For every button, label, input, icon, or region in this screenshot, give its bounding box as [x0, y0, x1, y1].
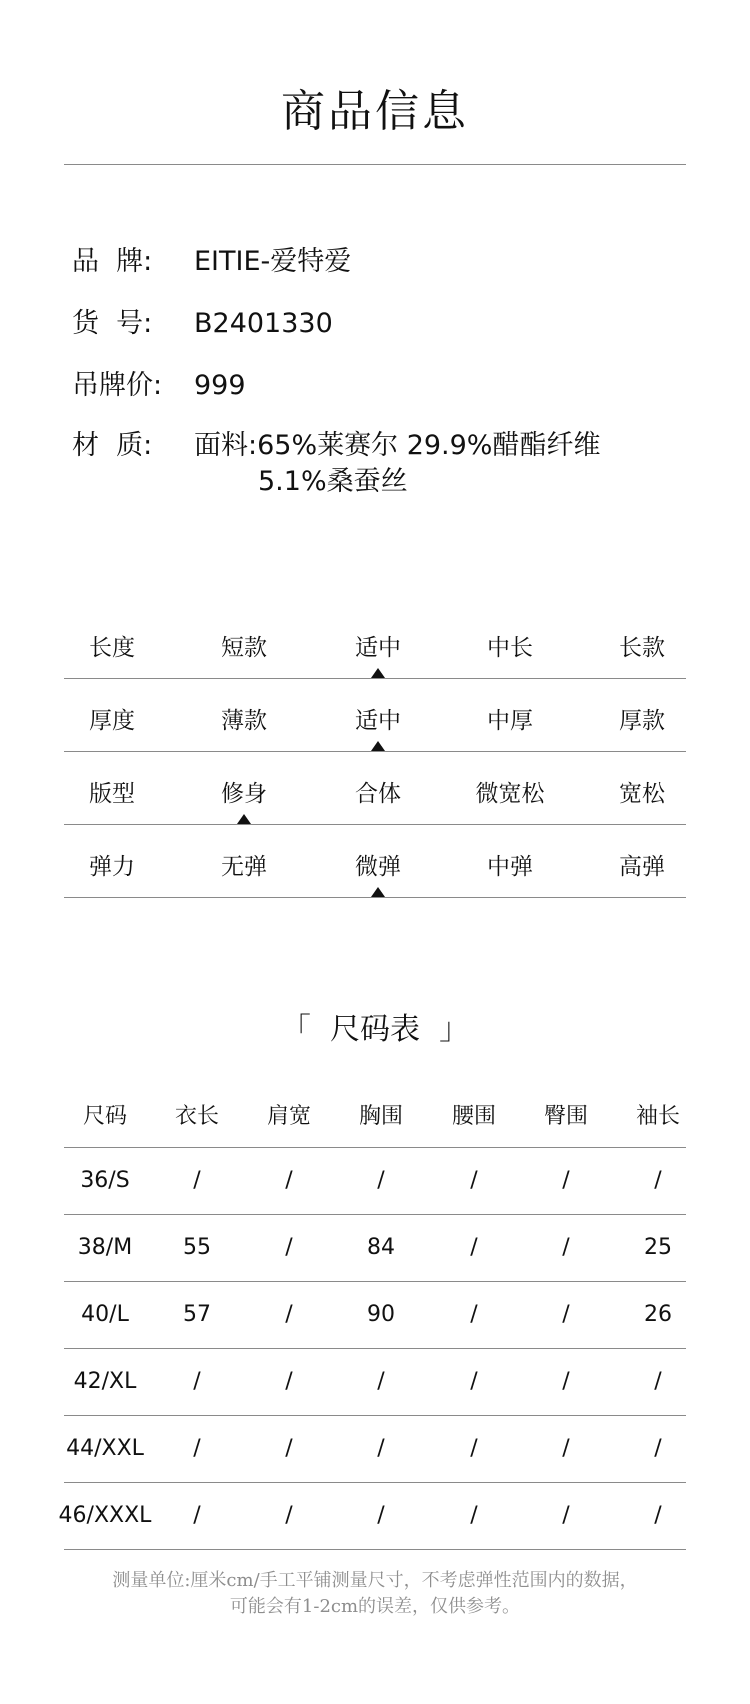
note-line: 测量单位:厘米cm/手工平铺测量尺寸，不考虑弹性范围内的数据， [112, 1570, 638, 1591]
size-chart-header: 衣长 [174, 1104, 219, 1129]
size-chart-header: 尺码 [82, 1104, 127, 1129]
attribute-divider [64, 678, 686, 679]
size-chart-cell: 90 [367, 1302, 395, 1327]
attribute-divider [64, 824, 686, 825]
size-chart-cell: / [193, 1503, 201, 1528]
size-chart-cell: / [470, 1503, 478, 1528]
attribute-divider [64, 751, 686, 752]
size-chart-cell: / [285, 1503, 293, 1528]
size-chart-cell: / [377, 1168, 385, 1193]
info-label: 吊牌价: [72, 370, 163, 401]
size-chart-cell: 46/XXXL [58, 1503, 152, 1528]
attribute-option: 适中 [355, 635, 401, 661]
selected-marker [371, 668, 385, 678]
size-chart-cell: / [470, 1168, 478, 1193]
size-chart-cell: / [377, 1503, 385, 1528]
size-chart-cell: 40/L [81, 1302, 129, 1327]
size-chart-cell: 38/M [77, 1235, 133, 1260]
size-chart-cell: / [285, 1369, 293, 1394]
selected-marker [237, 814, 251, 824]
attribute-option: 薄款 [221, 708, 267, 734]
attribute-option: 适中 [355, 708, 401, 734]
info-value: 999 [194, 370, 246, 401]
size-chart-cell: / [193, 1369, 201, 1394]
size-chart-cell: / [562, 1369, 570, 1394]
size-chart-cell: 36/S [80, 1168, 130, 1193]
title-divider [64, 164, 686, 165]
size-chart-cell: / [654, 1503, 662, 1528]
attribute-name: 弹力 [89, 854, 135, 880]
size-chart-cell: / [470, 1235, 478, 1260]
attribute-option: 微弹 [355, 854, 401, 880]
size-chart-divider [64, 1281, 686, 1282]
size-chart-divider [64, 1549, 686, 1550]
size-chart-cell: 84 [367, 1235, 395, 1260]
attribute-divider [64, 897, 686, 898]
size-chart-cell: / [562, 1503, 570, 1528]
size-chart-cell: / [285, 1168, 293, 1193]
attribute-option: 合体 [355, 781, 401, 807]
size-chart-cell: / [470, 1369, 478, 1394]
size-chart-cell: / [562, 1436, 570, 1461]
size-chart-title: 「 尺码表 」 [280, 1012, 470, 1047]
size-chart-divider [64, 1415, 686, 1416]
info-label: 材 质: [72, 430, 153, 461]
size-chart-header: 臀围 [543, 1104, 588, 1129]
info-value: EITIE-爱特爱 [194, 246, 352, 277]
size-chart-cell: 42/XL [73, 1369, 137, 1394]
size-chart-header: 肩宽 [266, 1104, 311, 1129]
size-chart-divider [64, 1482, 686, 1483]
size-chart-cell: / [470, 1302, 478, 1327]
info-label: 品 牌: [72, 246, 153, 277]
size-chart-cell: / [654, 1436, 662, 1461]
size-chart-cell: 55 [183, 1235, 211, 1260]
attribute-option: 中长 [487, 635, 533, 661]
size-chart-cell: 26 [644, 1302, 672, 1327]
info-value: 面料:65%莱赛尔 29.9%醋酯纤维 [194, 430, 601, 461]
size-chart-cell: / [377, 1369, 385, 1394]
size-chart-divider [64, 1348, 686, 1349]
size-chart-cell: 25 [644, 1235, 672, 1260]
size-chart-cell: / [654, 1168, 662, 1193]
size-chart-cell: / [377, 1436, 385, 1461]
size-chart-header: 腰围 [451, 1104, 496, 1129]
size-chart-cell: / [562, 1235, 570, 1260]
size-chart-cell: / [562, 1302, 570, 1327]
size-chart-divider [64, 1147, 686, 1148]
attribute-option: 中厚 [487, 708, 533, 734]
size-chart-divider [64, 1214, 686, 1215]
attribute-option: 宽松 [619, 781, 665, 807]
info-value: B2401330 [194, 308, 333, 339]
attribute-option: 修身 [221, 781, 267, 807]
size-chart-cell: / [193, 1436, 201, 1461]
attribute-option: 高弹 [619, 854, 665, 880]
attribute-name: 版型 [89, 781, 135, 807]
attribute-option: 微宽松 [475, 781, 545, 807]
size-chart-cell: / [562, 1168, 570, 1193]
size-chart-cell: / [654, 1369, 662, 1394]
size-chart-cell: 44/XXL [66, 1436, 144, 1461]
size-chart-cell: 57 [183, 1302, 211, 1327]
size-chart-cell: / [193, 1168, 201, 1193]
attribute-name: 厚度 [89, 708, 135, 734]
attribute-option: 中弹 [487, 854, 533, 880]
note-line: 可能会有1-2cm的误差，仅供参考。 [229, 1596, 521, 1617]
size-chart-cell: / [285, 1436, 293, 1461]
attribute-name: 长度 [89, 635, 135, 661]
attribute-option: 厚款 [619, 708, 665, 734]
size-chart-cell: / [470, 1436, 478, 1461]
page-title: 商品信息 [281, 86, 469, 137]
attribute-option: 无弹 [221, 854, 267, 880]
selected-marker [371, 741, 385, 751]
info-label: 货 号: [72, 308, 153, 339]
size-chart-header: 胸围 [358, 1104, 403, 1129]
size-chart-header: 袖长 [635, 1104, 680, 1129]
attribute-option: 短款 [221, 635, 267, 661]
attribute-option: 长款 [619, 635, 665, 661]
info-value: 5.1%桑蚕丝 [258, 466, 408, 497]
size-chart-cell: / [285, 1235, 293, 1260]
selected-marker [371, 887, 385, 897]
size-chart-cell: / [285, 1302, 293, 1327]
